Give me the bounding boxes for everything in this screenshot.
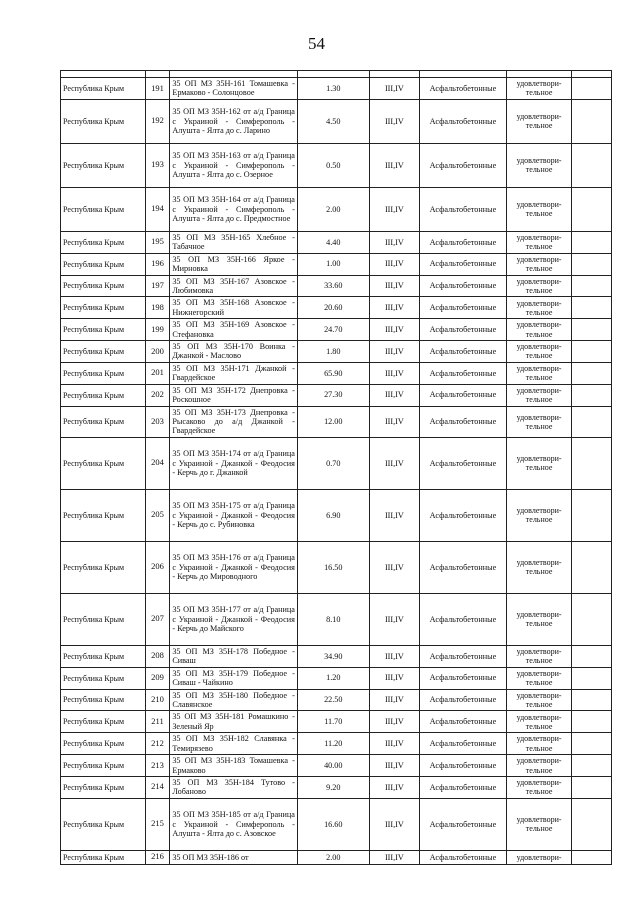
surface-cell: Асфальтобетонные [420,776,507,798]
empty-cell [572,78,612,100]
table-row [61,341,612,363]
surface-cell: Асфальтобетонные [420,253,507,275]
surface-cell: Асфальтобетонные [420,489,507,541]
table-row [61,733,612,755]
number-cell: 198 [145,297,170,319]
table-row [61,275,612,297]
state-cell: удовлетвори-тельное [506,275,571,297]
length-cell: 1.00 [297,253,369,275]
length-cell: 16.50 [297,541,369,593]
table-row [61,489,612,541]
number-cell: 210 [145,689,170,711]
number-cell: 212 [145,733,170,755]
table-row [61,645,612,667]
table-row [61,99,612,143]
empty-cell [572,798,612,850]
region-cell: Республика Крым [61,187,146,231]
region-cell: Республика Крым [61,593,146,645]
empty-cell [572,541,612,593]
number-cell: 199 [145,319,170,341]
state-cell: удовлетвори-тельное [506,711,571,733]
empty-cell [572,733,612,755]
length-cell: 0.70 [297,437,369,489]
state-cell: удовлетвори-тельное [506,99,571,143]
state-cell: удовлетвори-тельное [506,341,571,363]
state-cell: удовлетвори-тельное [506,798,571,850]
surface-cell: Асфальтобетонные [420,275,507,297]
road-name-cell: 35 ОП МЗ 35Н-163 от а/д Граница с Украиной - Симферополь - Алушта - Ялта до с. Озерное [170,143,298,187]
surface-cell: Асфальтобетонные [420,755,507,777]
category-cell: III,IV [369,755,419,777]
empty-cell [572,593,612,645]
surface-cell: Асфальтобетонные [420,99,507,143]
region-cell: Республика Крым [61,850,146,864]
state-cell: удовлетвори-тельное [506,231,571,253]
table-row [61,667,612,689]
category-cell: III,IV [369,384,419,406]
road-name-cell: 35 ОП МЗ 35Н-178 Победное - Сиваш [170,645,298,667]
state-cell: удовлетвори-тельное [506,541,571,593]
region-cell: Республика Крым [61,776,146,798]
header-cell [61,71,146,78]
category-cell: III,IV [369,733,419,755]
category-cell: III,IV [369,78,419,100]
length-cell: 4.50 [297,99,369,143]
road-name-cell: 35 ОП МЗ 35Н-186 от [170,850,298,864]
category-cell: III,IV [369,99,419,143]
empty-cell [572,850,612,864]
road-name-cell: 35 ОП МЗ 35Н-164 от а/д Граница с Украиной - Симферополь - Алушта - Ялта до с. Предмостное [170,187,298,231]
table-row [61,406,612,437]
table-row [61,593,612,645]
surface-cell: Асфальтобетонные [420,406,507,437]
table-row [61,384,612,406]
region-cell: Республика Крым [61,755,146,777]
surface-cell: Асфальтобетонные [420,689,507,711]
region-cell: Республика Крым [61,733,146,755]
table-row [61,143,612,187]
length-cell: 20.60 [297,297,369,319]
number-cell: 194 [145,187,170,231]
header-cell [297,71,369,78]
region-cell: Республика Крым [61,275,146,297]
region-cell: Республика Крым [61,645,146,667]
category-cell: III,IV [369,593,419,645]
surface-cell: Асфальтобетонные [420,593,507,645]
surface-cell: Асфальтобетонные [420,667,507,689]
surface-cell: Асфальтобетонные [420,187,507,231]
category-cell: III,IV [369,541,419,593]
table-row [61,711,612,733]
state-cell: удовлетвори-тельное [506,253,571,275]
region-cell: Республика Крым [61,437,146,489]
category-cell: III,IV [369,798,419,850]
road-name-cell: 35 ОП МЗ 35Н-167 Азовское - Любимовка [170,275,298,297]
region-cell: Республика Крым [61,798,146,850]
region-cell: Республика Крым [61,297,146,319]
number-cell: 205 [145,489,170,541]
length-cell: 2.00 [297,850,369,864]
table-header-strip [61,71,612,78]
empty-cell [572,755,612,777]
region-cell: Республика Крым [61,362,146,384]
region-cell: Республика Крым [61,99,146,143]
state-cell: удовлетвори-тельное [506,667,571,689]
table-row [61,776,612,798]
road-name-cell: 35 ОП МЗ 35Н-165 Хлебное - Табачное [170,231,298,253]
empty-cell [572,362,612,384]
empty-cell [572,143,612,187]
surface-cell: Асфальтобетонные [420,645,507,667]
category-cell: III,IV [369,143,419,187]
road-name-cell: 35 ОП МЗ 35Н-179 Победное - Сиваш - Чайкино [170,667,298,689]
number-cell: 204 [145,437,170,489]
length-cell: 33.60 [297,275,369,297]
road-name-cell: 35 ОП МЗ 35Н-176 от а/д Граница с Украиной - Джанкой - Феодосия - Керчь до Мироводного [170,541,298,593]
length-cell: 4.40 [297,231,369,253]
road-name-cell: 35 ОП МЗ 35Н-183 Томашевка - Ермаково [170,755,298,777]
number-cell: 216 [145,850,170,864]
number-cell: 201 [145,362,170,384]
state-cell: удовлетвори-тельное [506,297,571,319]
header-cell [145,71,170,78]
table-row [61,798,612,850]
empty-cell [572,275,612,297]
road-name-cell: 35 ОП МЗ 35Н-172 Днепровка - Роскошное [170,384,298,406]
road-name-cell: 35 ОП МЗ 35Н-161 Томашевка - Ермаково - Солонцовое [170,78,298,100]
category-cell: III,IV [369,489,419,541]
road-name-cell: 35 ОП МЗ 35Н-169 Азовское - Стефановка [170,319,298,341]
table-row [61,437,612,489]
category-cell: III,IV [369,776,419,798]
number-cell: 209 [145,667,170,689]
state-cell: удовлетвори-тельное [506,187,571,231]
empty-cell [572,231,612,253]
category-cell: III,IV [369,437,419,489]
length-cell: 27.30 [297,384,369,406]
state-cell: удовлетвори-тельное [506,689,571,711]
table-row [61,850,612,864]
region-cell: Республика Крым [61,253,146,275]
number-cell: 213 [145,755,170,777]
table-row [61,253,612,275]
category-cell: III,IV [369,319,419,341]
road-name-cell: 35 ОП МЗ 35Н-173 Днепровка - Рысаково до а/д Джанкой - Гвардейское [170,406,298,437]
surface-cell: Асфальтобетонные [420,437,507,489]
table-row [61,541,612,593]
category-cell: III,IV [369,297,419,319]
empty-cell [572,711,612,733]
table-row [61,319,612,341]
number-cell: 191 [145,78,170,100]
state-cell: удовлетвори-тельное [506,319,571,341]
road-name-cell: 35 ОП МЗ 35Н-180 Победное - Славянское [170,689,298,711]
region-cell: Республика Крым [61,689,146,711]
length-cell: 11.20 [297,733,369,755]
length-cell: 6.90 [297,489,369,541]
category-cell: III,IV [369,689,419,711]
table-row [61,187,612,231]
surface-cell: Асфальтобетонные [420,78,507,100]
empty-cell [572,406,612,437]
region-cell: Республика Крым [61,78,146,100]
number-cell: 203 [145,406,170,437]
number-cell: 195 [145,231,170,253]
header-cell [369,71,419,78]
header-cell [572,71,612,78]
state-cell: удовлетвори-тельное [506,489,571,541]
category-cell: III,IV [369,711,419,733]
length-cell: 16.60 [297,798,369,850]
category-cell: III,IV [369,362,419,384]
region-cell: Республика Крым [61,711,146,733]
roads-table [60,70,612,865]
empty-cell [572,489,612,541]
surface-cell: Асфальтобетонные [420,362,507,384]
empty-cell [572,667,612,689]
state-cell: удовлетвори-тельное [506,776,571,798]
header-cell [170,71,298,78]
number-cell: 192 [145,99,170,143]
road-name-cell: 35 ОП МЗ 35Н-181 Ромашкино - Зеленый Яр [170,711,298,733]
road-name-cell: 35 ОП МЗ 35Н-174 от а/д Граница с Украиной - Джанкой - Феодосия - Керчь до г. Джанкой [170,437,298,489]
table-row [61,231,612,253]
road-name-cell: 35 ОП МЗ 35Н-168 Азовское - Нижнегорский [170,297,298,319]
state-cell: удовлетвори-тельное [506,362,571,384]
category-cell: III,IV [369,667,419,689]
road-name-cell: 35 ОП МЗ 35Н-184 Тутово - Лобаново [170,776,298,798]
roads-table-body [61,71,612,865]
length-cell: 65.90 [297,362,369,384]
number-cell: 207 [145,593,170,645]
category-cell: III,IV [369,253,419,275]
state-cell: удовлетвори-тельное [506,593,571,645]
number-cell: 211 [145,711,170,733]
state-cell: удовлетвори-тельное [506,733,571,755]
state-cell: удовлетвори-тельное [506,645,571,667]
region-cell: Республика Крым [61,341,146,363]
empty-cell [572,384,612,406]
header-cell [506,71,571,78]
road-name-cell: 35 ОП МЗ 35Н-170 Воинка - Джанкой - Маслово [170,341,298,363]
number-cell: 206 [145,541,170,593]
length-cell: 1.80 [297,341,369,363]
number-cell: 214 [145,776,170,798]
surface-cell: Асфальтобетонные [420,850,507,864]
surface-cell: Асфальтобетонные [420,798,507,850]
road-name-cell: 35 ОП МЗ 35Н-166 Яркое - Мирновка [170,253,298,275]
surface-cell: Асфальтобетонные [420,319,507,341]
table-row [61,689,612,711]
category-cell: III,IV [369,850,419,864]
number-cell: 215 [145,798,170,850]
length-cell: 1.30 [297,78,369,100]
length-cell: 9.20 [297,776,369,798]
state-cell: удовлетвори-тельное [506,437,571,489]
table-row [61,78,612,100]
empty-cell [572,689,612,711]
category-cell: III,IV [369,645,419,667]
region-cell: Республика Крым [61,143,146,187]
page-number: 54 [308,34,325,53]
road-name-cell: 35 ОП МЗ 35Н-171 Джанкой - Гвардейское [170,362,298,384]
length-cell: 2.00 [297,187,369,231]
length-cell: 40.00 [297,755,369,777]
state-cell: удовлетвори-тельное [506,755,571,777]
region-cell: Республика Крым [61,231,146,253]
length-cell: 12.00 [297,406,369,437]
empty-cell [572,297,612,319]
surface-cell: Асфальтобетонные [420,341,507,363]
surface-cell: Асфальтобетонные [420,143,507,187]
road-name-cell: 35 ОП МЗ 35Н-177 от а/д Граница с Украиной - Джанкой - Феодосия - Керчь до Майского [170,593,298,645]
state-cell: удовлетвори-тельное [506,143,571,187]
road-name-cell: 35 ОП МЗ 35Н-175 от а/д Граница с Украиной - Джанкой - Феодосия - Керчь до с. Рубиновка [170,489,298,541]
empty-cell [572,645,612,667]
region-cell: Республика Крым [61,319,146,341]
table-row [61,362,612,384]
region-cell: Республика Крым [61,541,146,593]
state-cell: удовлетвори- [506,850,571,864]
length-cell: 24.70 [297,319,369,341]
length-cell: 1.20 [297,667,369,689]
road-name-cell: 35 ОП МЗ 35Н-185 от а/д Граница с Украиной - Симферополь - Алушта - Ялта до с. Азовское [170,798,298,850]
length-cell: 11.70 [297,711,369,733]
state-cell: удовлетвори-тельное [506,78,571,100]
table-row [61,755,612,777]
length-cell: 8.10 [297,593,369,645]
number-cell: 202 [145,384,170,406]
category-cell: III,IV [369,341,419,363]
road-name-cell: 35 ОП МЗ 35Н-182 Славянка - Темирязево [170,733,298,755]
category-cell: III,IV [369,231,419,253]
empty-cell [572,776,612,798]
region-cell: Республика Крым [61,667,146,689]
empty-cell [572,253,612,275]
surface-cell: Асфальтобетонные [420,384,507,406]
surface-cell: Асфальтобетонные [420,541,507,593]
number-cell: 193 [145,143,170,187]
surface-cell: Асфальтобетонные [420,733,507,755]
number-cell: 208 [145,645,170,667]
state-cell: удовлетвори-тельное [506,384,571,406]
surface-cell: Асфальтобетонные [420,231,507,253]
category-cell: III,IV [369,406,419,437]
empty-cell [572,187,612,231]
category-cell: III,IV [369,275,419,297]
length-cell: 22.50 [297,689,369,711]
region-cell: Республика Крым [61,384,146,406]
surface-cell: Асфальтобетонные [420,711,507,733]
length-cell: 0.50 [297,143,369,187]
road-name-cell: 35 ОП МЗ 35Н-162 от а/д Граница с Украиной - Симферополь - Алушта - Ялта до с. Ларино [170,99,298,143]
empty-cell [572,341,612,363]
table-row [61,297,612,319]
state-cell: удовлетвори-тельное [506,406,571,437]
surface-cell: Асфальтобетонные [420,297,507,319]
empty-cell [572,319,612,341]
empty-cell [572,437,612,489]
empty-cell [572,99,612,143]
number-cell: 197 [145,275,170,297]
number-cell: 200 [145,341,170,363]
region-cell: Республика Крым [61,406,146,437]
region-cell: Республика Крым [61,489,146,541]
length-cell: 34.90 [297,645,369,667]
category-cell: III,IV [369,187,419,231]
header-cell [420,71,507,78]
number-cell: 196 [145,253,170,275]
